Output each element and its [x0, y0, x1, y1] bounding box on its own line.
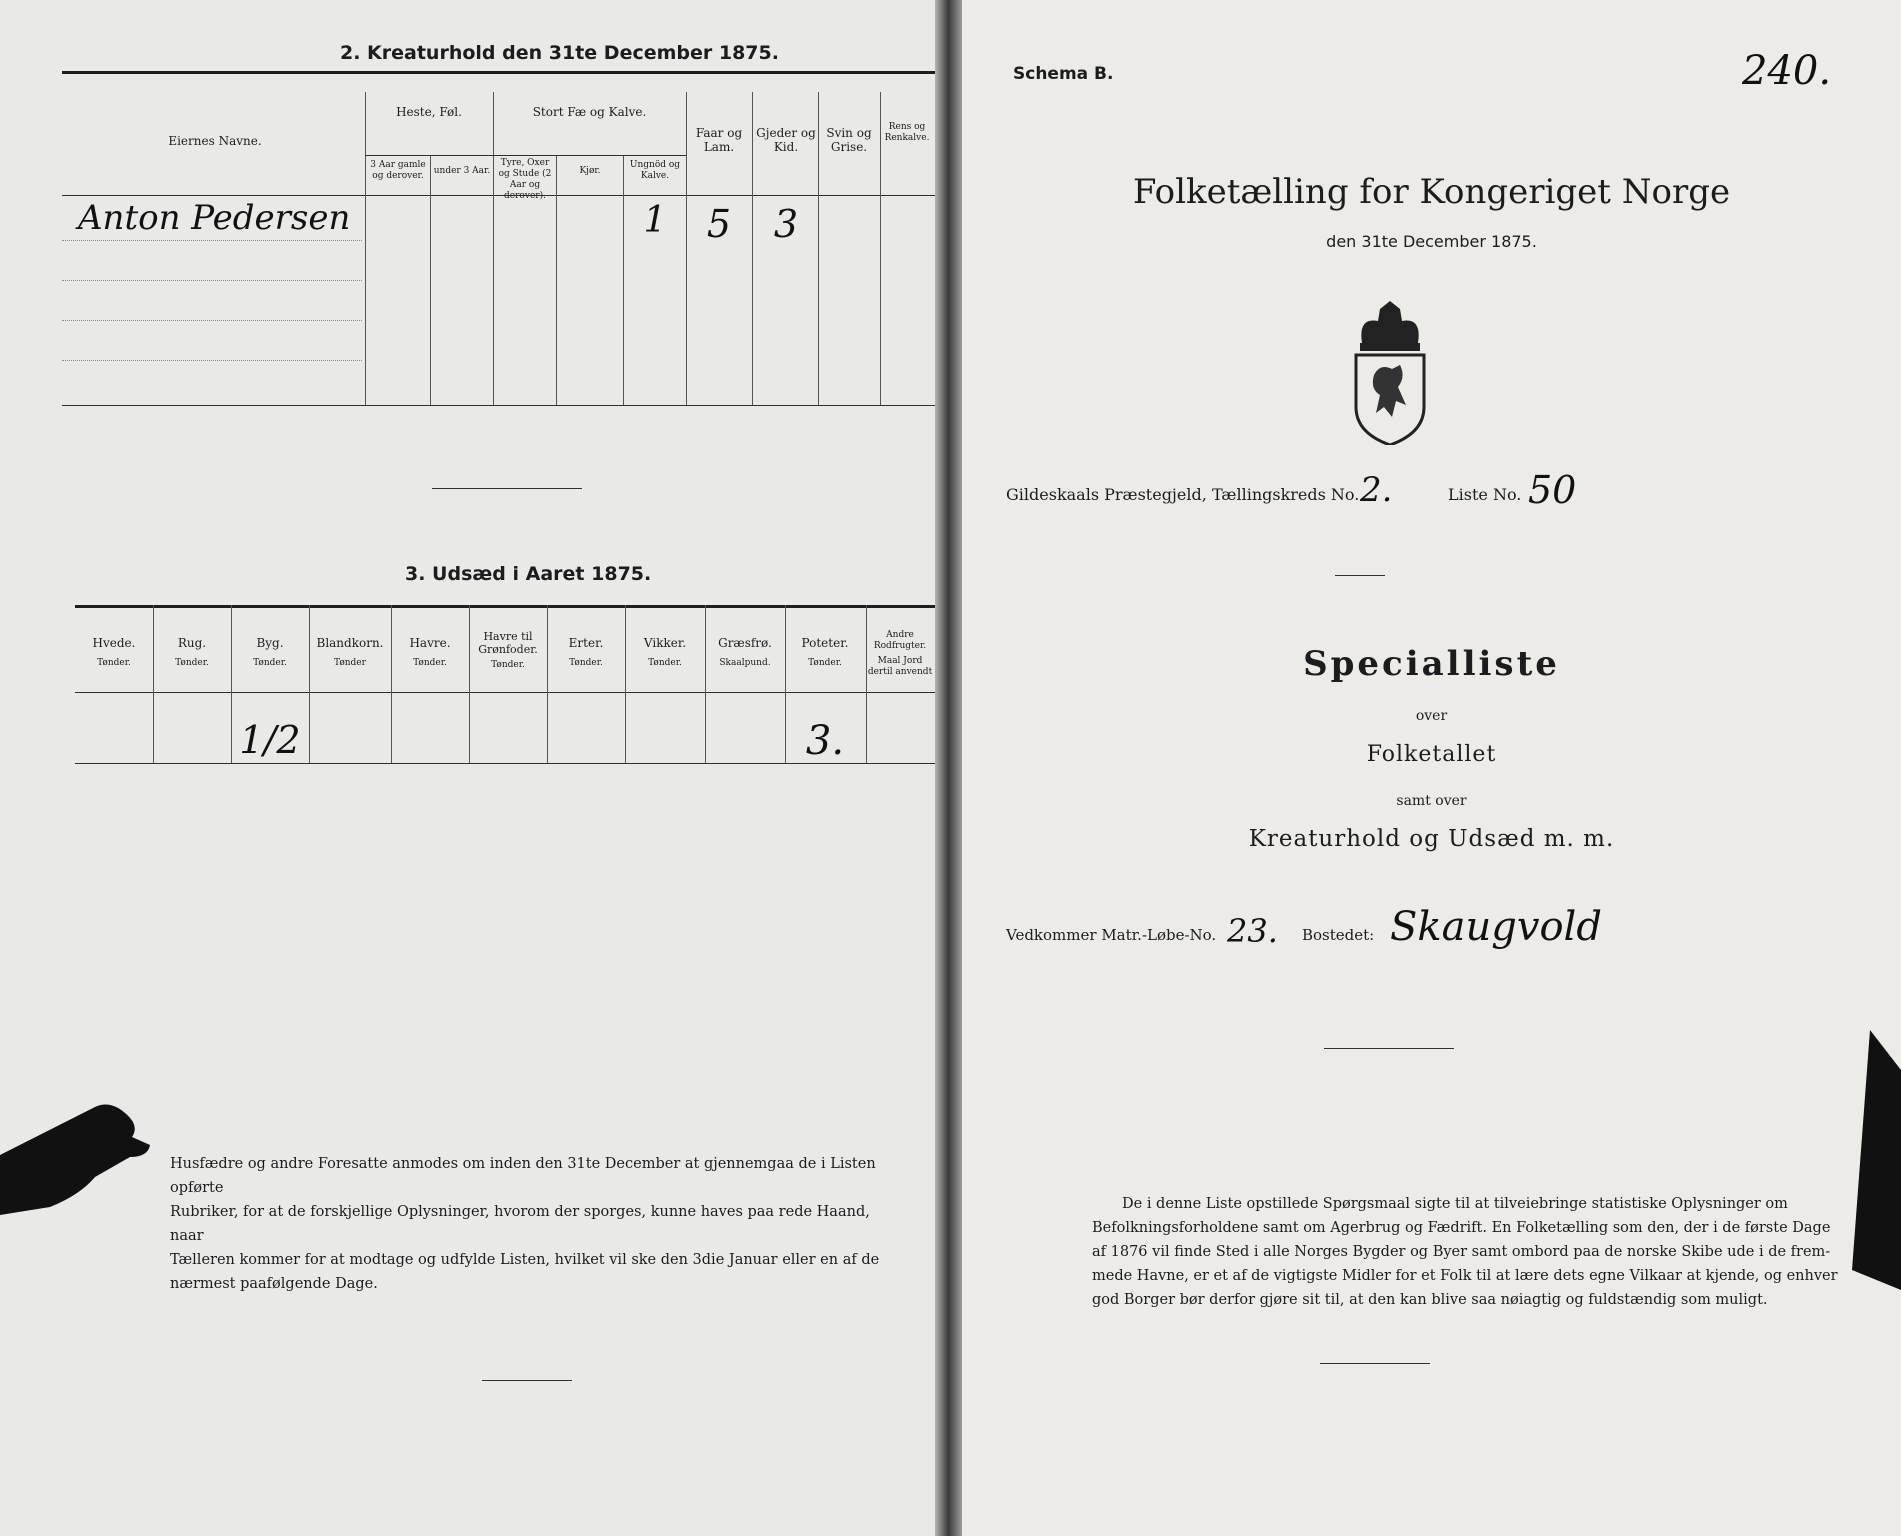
seed-col-green-oats: Havre til Grønfoder. Tønder.	[478, 630, 538, 670]
seed-col-vetch: Vikker. Tønder.	[643, 636, 687, 668]
table-top-rule	[62, 71, 935, 74]
header-young-cattle: Ungnöd og Kalve.	[629, 160, 681, 181]
schema-label: Schema B.	[1013, 64, 1114, 84]
col-divider	[880, 92, 881, 405]
header-cows: Kjør.	[579, 166, 601, 176]
separator	[1335, 575, 1385, 576]
seed-col-divider	[547, 605, 548, 763]
col-divider	[818, 92, 819, 405]
row-rule	[62, 280, 362, 281]
seed-col-divider	[153, 605, 154, 763]
seed-col-divider	[705, 605, 706, 763]
sheep-count: 5	[706, 202, 732, 246]
col-divider	[686, 92, 687, 405]
seed-col-divider	[866, 605, 867, 763]
seed-header-rule	[75, 692, 935, 693]
header-horses: Heste, Føl.	[396, 105, 462, 119]
seed-col-wheat: Hvede. Tønder.	[92, 636, 136, 668]
table-bottom-rule	[62, 405, 935, 406]
header-horses-under3: under 3 Aar.	[433, 166, 491, 176]
matr-label: Vedkommer Matr.-Løbe-No.	[1006, 926, 1217, 944]
seed-table-top	[75, 605, 935, 608]
footer-text: De i denne Liste opstillede Spørgsmaal sigte til at tilveiebringe statistiske Oplysninger om Befolkningsforholdene samt om Agerbrug og Fædrift. En Folketælling som den, der i de første Dage af 1876 vil finde Sted i alle Norges Bygder og Byer samt ombord paa de norske Skibe ude i de frem- mede Havne, er et af de vigtigste Midler for et Folk til at lære dets egne Vilkaar at kjende, og enhver god Borger bør derfor gjøre sit til, at den kan blive saa nøiagtig og fuldstændig som muligt.	[1092, 1196, 1838, 1308]
header-cattle: Stort Fæ og Kalve.	[532, 105, 647, 119]
specialliste-heading: Specialliste	[1303, 644, 1560, 684]
district-label: Tællingskreds No.	[1212, 485, 1360, 504]
header-bulls: Tyre, Oxer og Stude (2 Aar og derover).	[498, 158, 552, 201]
folketallet-heading: Folketallet	[1366, 742, 1497, 767]
page-edge-marker	[1812, 1030, 1901, 1290]
separator	[432, 488, 582, 489]
separator	[1320, 1363, 1430, 1364]
page-number: 240.	[1742, 48, 1832, 94]
potatoes-value: 3.	[805, 718, 845, 764]
district-value: 2.	[1360, 470, 1393, 510]
barley-value: 1/2	[239, 718, 301, 762]
seed-col-divider	[309, 605, 310, 763]
sub-rule	[365, 155, 493, 156]
header-sheep: Faar og Lam.	[695, 126, 743, 154]
col-divider	[623, 155, 624, 405]
coat-of-arms-icon	[1348, 295, 1432, 445]
seed-col-other-roots: Andre Rodfrugter. Maal Jord dertil anvendt	[867, 630, 933, 677]
seed-col-potatoes: Poteter. Tønder.	[801, 636, 849, 668]
kreaturhold-heading: Kreaturhold og Udsæd m. m.	[1248, 826, 1615, 852]
owner-name: Anton Pedersen	[78, 198, 351, 238]
pointing-hand-icon	[0, 1085, 150, 1215]
header-horses-3yr: 3 Aar gamle og derover.	[370, 160, 426, 181]
right-page	[962, 0, 1901, 1536]
page-title: Folketælling for Kongeriget Norge	[1132, 172, 1731, 212]
col-divider	[430, 155, 431, 405]
parish-label: Gildeskaals Præstegjeld,	[1006, 485, 1207, 504]
seed-col-peas: Erter. Tønder.	[568, 636, 604, 668]
book-gutter	[935, 0, 962, 1536]
col-divider	[752, 92, 753, 405]
bosted-label: Bostedet:	[1302, 926, 1375, 944]
seed-col-oats: Havre. Tønder.	[409, 636, 451, 668]
young-cattle-count: 1	[643, 200, 667, 241]
col-divider	[556, 155, 557, 405]
header-pigs: Svin og Grise.	[826, 126, 872, 154]
seed-col-divider	[625, 605, 626, 763]
seed-col-grass-seed: Græsfrø. Skaalpund.	[718, 636, 772, 668]
notice-text: Husfædre og andre Foresatte anmodes om inden den 31te December at gjennemgaa de i Listen opførte Rubriker, for at de forskjellige Oplysninger, hvorom der sporges, kunne haves paa rede Haand, naar Tælleren kommer for at modtage og udfylde Listen, hvilket vil ske den 3die Januar eller en af de nærmest paafølgende Dage.	[170, 1156, 880, 1292]
matr-value: 23.	[1227, 912, 1278, 950]
list-value: 50	[1528, 468, 1577, 512]
section3-title: 3. Udsæd i Aaret 1875.	[405, 563, 652, 585]
list-label: Liste No.	[1448, 485, 1522, 504]
samt-over-label: samt over	[1396, 793, 1467, 809]
bosted-value: Skaugvold	[1390, 904, 1602, 950]
col-divider	[365, 92, 366, 405]
col-divider	[493, 92, 494, 405]
separator	[482, 1380, 572, 1381]
census-date: den 31te December 1875.	[1326, 232, 1537, 251]
seed-col-mixed-grain: Blandkorn. Tønder	[316, 636, 384, 668]
header-owner: Eiernes Navne.	[168, 134, 262, 148]
over-label: over	[1415, 708, 1448, 724]
row-rule	[62, 320, 362, 321]
separator	[1324, 1048, 1454, 1049]
seed-col-divider	[391, 605, 392, 763]
left-page	[0, 0, 935, 1536]
header-reindeer: Rens og Renkalve.	[884, 122, 930, 143]
sub-rule	[493, 155, 686, 156]
seed-col-rye: Rug. Tønder.	[175, 636, 209, 668]
row-rule	[62, 240, 362, 241]
seed-col-divider	[469, 605, 470, 763]
seed-col-barley: Byg. Tønder.	[253, 636, 287, 668]
row-rule	[62, 360, 362, 361]
section2-title: 2. Kreaturhold den 31te December 1875.	[340, 42, 779, 64]
header-goats: Gjeder og Kid.	[756, 126, 816, 154]
goats-count: 3	[773, 202, 799, 246]
